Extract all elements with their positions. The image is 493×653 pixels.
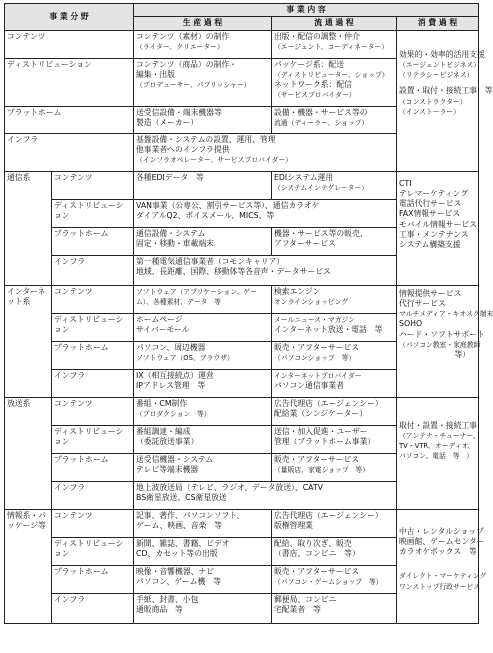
text-line: 販売・アフターサービス bbox=[274, 454, 360, 464]
section-internet-label: インターネット系 bbox=[5, 285, 52, 397]
text-line: 効果的・効率的活用支援 bbox=[399, 49, 485, 59]
header-business-content: 事 業 内 容 bbox=[134, 4, 479, 17]
general-platform-production bbox=[134, 106, 272, 133]
text-line: 検索エンジン bbox=[274, 286, 321, 296]
header-row-1 bbox=[5, 4, 479, 17]
row-label: インフラ bbox=[52, 593, 134, 623]
text-line: 版権管理業 bbox=[274, 520, 313, 530]
broadcast-contents-row bbox=[5, 397, 479, 425]
text-line: メールニュース・マガジン bbox=[274, 315, 355, 324]
text-line: ネットワーク系：配信 bbox=[274, 80, 352, 90]
row-label: インフラ bbox=[52, 255, 134, 285]
row-label: ディストリビューション bbox=[52, 537, 134, 565]
text-line: （エージェントビジネス） bbox=[399, 60, 481, 69]
general-contents-distribution bbox=[272, 30, 397, 58]
internet-distribution-distribution bbox=[272, 313, 397, 341]
text-line: IX（相互接続点）運営 bbox=[136, 370, 214, 380]
text-line: 広告代理店（エージェンシー） bbox=[274, 510, 383, 520]
text-line: ダイレクト・マーケティング bbox=[399, 572, 487, 581]
telecom-contents-production bbox=[134, 171, 272, 199]
info-infra-distribution bbox=[272, 593, 397, 623]
section-info-package-label: 情報系・パッケージ等 bbox=[5, 509, 52, 623]
text-line: パソコン通信事業者 bbox=[274, 380, 345, 390]
info-infra-production bbox=[134, 593, 272, 623]
info-distribution-distribution bbox=[272, 537, 397, 565]
general-consumption bbox=[397, 30, 493, 171]
text-line: （ディストリビューター、ショップ） bbox=[274, 70, 389, 79]
row-label: プラットホーム bbox=[52, 341, 134, 369]
broadcast-platform-distribution bbox=[272, 453, 397, 481]
header-production: 生 産 過 程 bbox=[134, 17, 272, 30]
text-line: 電話代行サービス bbox=[399, 199, 462, 209]
text-line: （インフラオペレーター、サービスプロバイダー） bbox=[136, 156, 293, 165]
text-line: システム構築支援 bbox=[399, 240, 461, 250]
general-platform-label: プラットホーム bbox=[5, 106, 134, 133]
text-line: VAN事業（公専公、割引サービス等）、通信カラオケ bbox=[136, 200, 320, 210]
text-line: モバイル情報サービス bbox=[399, 219, 477, 229]
text-line: パッケージ系：配送 bbox=[274, 59, 345, 69]
telecom-contents-distribution bbox=[272, 171, 397, 199]
text-line: 製造（メーカー） bbox=[136, 117, 199, 127]
text-line: ゲーム、映画、音楽 等 bbox=[136, 520, 222, 530]
info-contents-production bbox=[134, 509, 272, 537]
info-contents-row bbox=[5, 509, 479, 537]
text-line: ワンストップ行政サービス bbox=[399, 582, 481, 591]
text-line: （パソコンショップ 等） bbox=[274, 353, 356, 362]
text-line: CD、カセット等の出版 bbox=[136, 548, 218, 558]
internet-contents-production bbox=[134, 285, 272, 313]
text-line: 通信設備・システム bbox=[136, 228, 206, 238]
text-line: 設備・機器・サービス等の bbox=[274, 107, 368, 117]
text-line: テレビ等端末機器 bbox=[136, 464, 199, 474]
text-line: SOHO bbox=[399, 319, 423, 329]
text-line: サイバーモール bbox=[136, 324, 190, 334]
text-line: 送信・加入促進・ユーザー bbox=[274, 426, 368, 436]
general-distribution-production bbox=[134, 58, 272, 106]
text-line: EDIシステム運用 bbox=[274, 172, 334, 182]
text-line: ホームページ bbox=[136, 314, 183, 324]
text-line: カラオケボックス 等 bbox=[399, 547, 477, 557]
text-line: 配給業（シンジケーター） bbox=[274, 408, 368, 418]
text-line: 地上波放送局（テレビ、ラジオ、データ放送）、CATV bbox=[136, 482, 323, 492]
text-line: テレマーケティング bbox=[399, 188, 469, 198]
text-line: 記事、著作、パソコンソフト、 bbox=[136, 510, 245, 520]
text-line: 取付・設置・接続工事 bbox=[399, 420, 477, 430]
text-line: 番組・CM制作 bbox=[136, 398, 188, 408]
header-consumption: 消 費 過 程 bbox=[397, 17, 479, 30]
general-infra-label: インフラ bbox=[5, 133, 134, 171]
row-label: インフラ bbox=[52, 481, 134, 509]
text-line: コンテンツ（素材）の制作 bbox=[136, 31, 230, 41]
text-line: 編集・出版 bbox=[136, 69, 175, 79]
text-line: 第一種電気通信事業者（コモンキャリア） bbox=[136, 256, 285, 266]
text-line: 流通（ディーラー、ショップ） bbox=[274, 118, 369, 127]
internet-distribution-production bbox=[134, 313, 272, 341]
text-line: パソコン、ゲーム機 等 bbox=[136, 576, 221, 586]
text-line: 他事業者へのインフラ提供 bbox=[136, 144, 230, 154]
text-line: 等） bbox=[454, 350, 470, 360]
internet-infra-production bbox=[134, 369, 272, 397]
text-line: 番組調達・編成 bbox=[136, 426, 191, 436]
text-line: （書店、コンビニ 等） bbox=[274, 548, 360, 558]
text-line: ソフトウェア（OS、ブラウザ） bbox=[136, 353, 234, 362]
row-label: ディストリビューション bbox=[52, 425, 134, 453]
text-line: インターネットプロバイダー bbox=[274, 371, 362, 380]
internet-infra-distribution bbox=[272, 369, 397, 397]
spacer bbox=[399, 557, 476, 571]
internet-platform-production bbox=[134, 341, 272, 369]
text-line: （プロデューサー、パブリッシャー） bbox=[136, 81, 251, 90]
text-line: アフターサービス bbox=[274, 238, 336, 248]
info-platform-distribution bbox=[272, 565, 397, 593]
text-line: 中古・レンタルショップ bbox=[399, 526, 484, 536]
broadcast-contents-distribution bbox=[272, 397, 397, 425]
text-line: BS衛星放送、CS衛星放送 bbox=[136, 492, 227, 502]
row-label: ディストリビューション bbox=[52, 199, 134, 227]
row-label: コンテンツ bbox=[52, 397, 134, 425]
broadcast-consumption bbox=[397, 397, 479, 509]
text-line: 代行サービス bbox=[399, 298, 446, 308]
general-contents-production bbox=[134, 30, 272, 58]
row-label: コンテンツ bbox=[52, 509, 134, 537]
info-consumption bbox=[397, 509, 487, 623]
text-line: （委託放送事業） bbox=[136, 436, 199, 446]
text-line: （エージェント、コーディネーター） bbox=[274, 42, 389, 51]
header-business-field: 事 業 分 野 bbox=[5, 4, 134, 31]
info-distribution-production bbox=[134, 537, 272, 565]
general-distribution-distribution bbox=[272, 58, 397, 106]
text-line: （サービスプロバイダー） bbox=[274, 91, 356, 100]
telecom-consumption bbox=[397, 171, 479, 285]
header-distribution: 流 通 過 程 bbox=[272, 17, 397, 30]
text-line: 設置・取付・接続工事 等 bbox=[399, 86, 493, 96]
general-distribution-label: ディストリビューション bbox=[5, 58, 134, 106]
text-line: FAX情報サービス bbox=[399, 209, 461, 219]
telecom-infra-production bbox=[134, 255, 397, 285]
text-line: CTI bbox=[399, 178, 412, 188]
text-line: 映画館、ゲームセンター bbox=[399, 536, 485, 546]
business-field-table bbox=[4, 3, 493, 624]
row-label: コンテンツ bbox=[52, 285, 134, 313]
telecom-platform-production bbox=[134, 227, 272, 255]
text-line: （パソコン教室・家庭教師 bbox=[399, 341, 481, 350]
text-line: 映像・音響機器、ナビ bbox=[136, 566, 214, 576]
general-contents-row bbox=[5, 30, 479, 58]
text-line: ハード・ソフトサポート bbox=[399, 329, 485, 339]
row-label: コンテンツ bbox=[52, 171, 134, 199]
text-line: 各種EDIデータ 等 bbox=[136, 172, 204, 182]
text-line: 送受信機器・システム bbox=[136, 454, 214, 464]
text-line: （リテラシービジネス） bbox=[399, 71, 474, 80]
info-contents-distribution bbox=[272, 509, 397, 537]
text-line: 郵便局、コンビニ bbox=[274, 594, 337, 604]
text-line: TV・VTR、オーディオ、 bbox=[399, 442, 475, 451]
info-platform-production bbox=[134, 565, 272, 593]
internet-consumption bbox=[397, 285, 493, 397]
text-line: 管理（プラットホーム事業） bbox=[274, 436, 376, 446]
section-telecom-label: 通信系 bbox=[5, 171, 52, 285]
text-line: ダイアルQ2、ボイスメール、MICS、等 bbox=[136, 210, 275, 220]
row-label: プラットホーム bbox=[52, 565, 134, 593]
row-label: プラットホーム bbox=[52, 453, 134, 481]
row-label: ディストリビューション bbox=[52, 313, 134, 341]
text-line: 情報提供サービス bbox=[399, 288, 462, 298]
text-line: ソフトウェア（アプリケーション、ゲーム）、各種素材、データ 等 bbox=[136, 287, 257, 306]
text-line: 出版・配信の調整・仲介 bbox=[274, 31, 360, 41]
telecom-distribution-production bbox=[134, 199, 397, 227]
broadcast-contents-production bbox=[134, 397, 272, 425]
text-line: 広告代理店（エージェンシー） bbox=[274, 398, 383, 408]
text-line: （コンストラクター） bbox=[399, 97, 467, 106]
broadcast-platform-production bbox=[134, 453, 272, 481]
internet-contents-row bbox=[5, 285, 479, 313]
broadcast-distribution-production bbox=[134, 425, 272, 453]
general-contents-label: コンテンツ bbox=[5, 30, 134, 58]
text-line: 機器・サービス等の販売、 bbox=[274, 228, 368, 238]
text-line: IPアドレス管理 等 bbox=[136, 380, 206, 390]
text-line: （ライター、クリエーター） bbox=[136, 42, 224, 51]
industry-table-document bbox=[4, 3, 493, 649]
text-line: （インストーラー） bbox=[399, 108, 460, 117]
text-line: 地域、長距離、国際、移動体等各音声・データサービス bbox=[136, 266, 331, 276]
text-line: 送受信設備・端末機器等 bbox=[136, 107, 222, 117]
text-line: （プロダクション 等） bbox=[136, 409, 211, 418]
text-line: 基盤設備・システムの設置、運用、管理 bbox=[136, 134, 276, 144]
text-line: 販売・アフターサービス bbox=[274, 342, 360, 352]
broadcast-distribution-distribution bbox=[272, 425, 397, 453]
text-line: マルチメディア・キオスク端末 bbox=[399, 310, 493, 319]
text-line: コンテンツ（商品）の制作・ bbox=[136, 59, 237, 69]
text-line: （量販店、家電ショップ 等） bbox=[274, 465, 370, 474]
general-infra-production bbox=[134, 133, 397, 171]
internet-platform-distribution bbox=[272, 341, 397, 369]
text-line: 手紙、封書、小包 bbox=[136, 594, 199, 604]
text-line: インターネット放送・電話 等 bbox=[274, 324, 383, 334]
text-line: 販売・アフターサービス bbox=[274, 566, 360, 576]
text-line: （システムインテグレーター） bbox=[274, 183, 369, 192]
text-line: オンラインショッピング bbox=[274, 297, 349, 306]
text-line: 通販商品 等 bbox=[136, 604, 183, 614]
broadcast-infra-production bbox=[134, 481, 397, 509]
text-line: 新聞、雑誌、書籍、ビデオ bbox=[136, 538, 230, 548]
general-platform-distribution bbox=[272, 106, 397, 133]
text-line: （パソコン・ゲームショップ 等） bbox=[274, 577, 383, 586]
text-line: パソコン、周辺機器 bbox=[136, 342, 206, 352]
text-line: 固定・移動・車載端末 bbox=[136, 238, 214, 248]
text-line: （アンテナ・チューナー、 bbox=[399, 431, 480, 440]
section-broadcast-label: 放送系 bbox=[5, 397, 52, 509]
internet-contents-distribution bbox=[272, 285, 397, 313]
text-line: パソコン、電話 等 ） bbox=[399, 452, 474, 461]
telecom-platform-distribution bbox=[272, 227, 397, 255]
row-label: インフラ bbox=[52, 369, 134, 397]
row-label: プラットホーム bbox=[52, 227, 134, 255]
text-line: 工事・メンテナンス bbox=[399, 230, 469, 240]
telecom-contents-row bbox=[5, 171, 479, 199]
text-line: 配給、取り次ぎ、販売 bbox=[274, 538, 352, 548]
text-line: 宅配業者 等 bbox=[274, 604, 321, 614]
